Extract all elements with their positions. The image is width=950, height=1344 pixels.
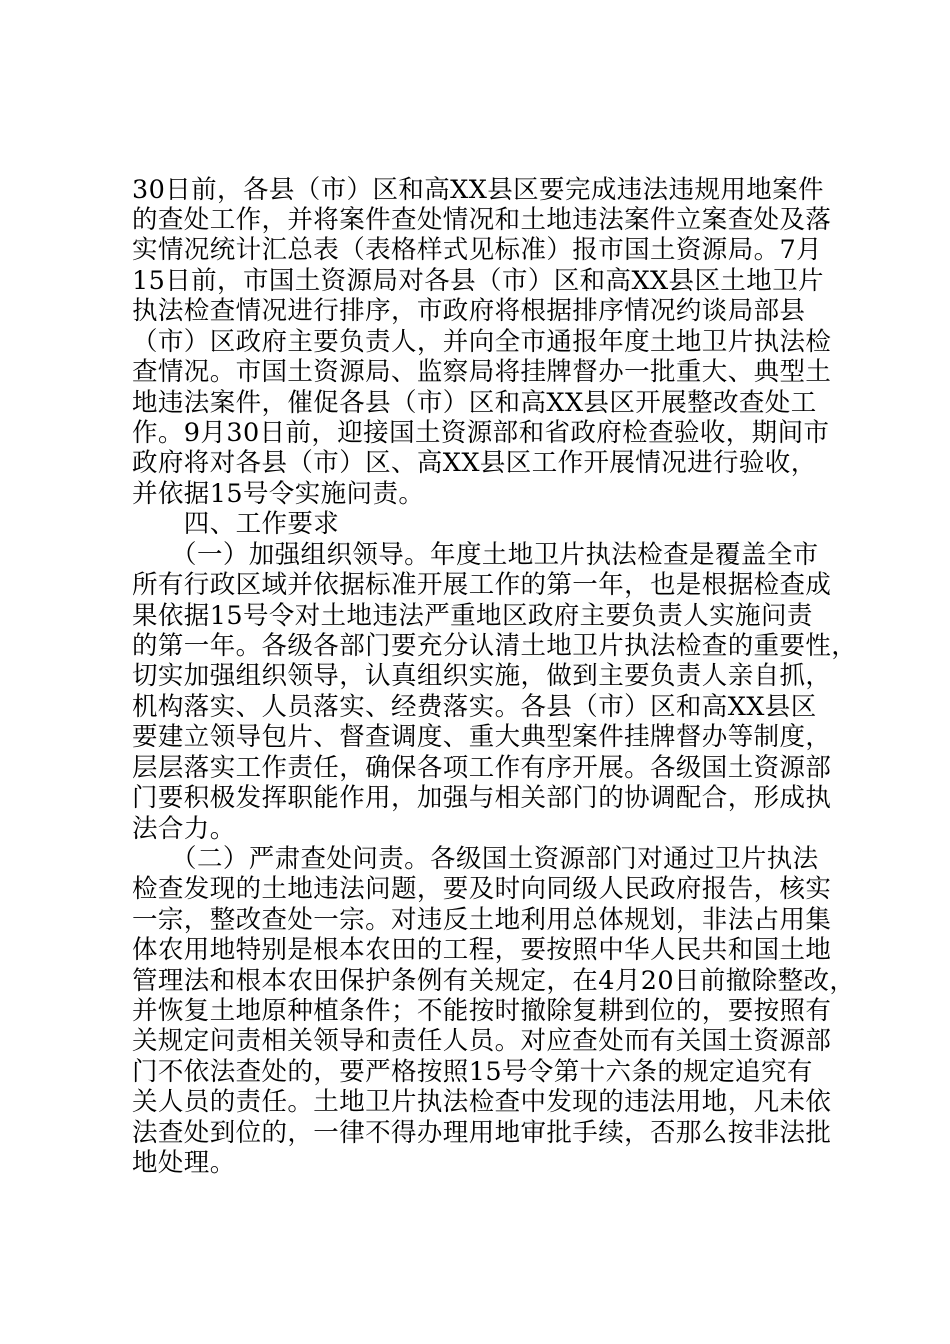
text-line: 地处理。	[132, 1148, 236, 1178]
text-line: 30日前，各县（市）区和高XX县区要完成违法违规用地案件	[132, 175, 824, 205]
text-line: （一）加强组织领导。年度土地卫片执法检查是覆盖全市	[132, 540, 819, 570]
text-line: 检查发现的土地违法问题，要及时向同级人民政府报告，核实	[132, 874, 832, 904]
text-line: 机构落实、人员落实、经费落实。各县（市）区和高XX县区	[132, 692, 817, 722]
text-line: 关人员的责任。土地卫片执法检查中发现的违法用地，凡未依	[132, 1087, 832, 1117]
text-line: （市）区政府主要负责人，并向全市通报年度土地卫片执法检	[132, 327, 832, 357]
text-line: 执法检查情况进行排序，市政府将根据排序情况约谈局部县	[132, 296, 806, 326]
text-line: 法查处到位的，一律不得办理用地审批手续，否那么按非法批	[132, 1118, 832, 1148]
text-line: 一宗，整改查处一宗。对违反土地利用总体规划，非法占用集	[132, 905, 832, 935]
text-line: 门要积极发挥职能作用，加强与相关部门的协调配合，形成执	[132, 783, 832, 813]
text-line: 果依据15号令对土地违法严重地区政府主要负责人实施问责	[132, 601, 813, 631]
text-line: 的查处工作，并将案件查处情况和土地违法案件立案查处及落	[132, 205, 832, 235]
text-line: 门不依法查处的，要严格按照15号令第十六条的规定追究有	[132, 1057, 813, 1087]
text-line: 关规定问责相关领导和责任人员。对应查处而有关国土资源部	[132, 1026, 832, 1056]
text-line: 切实加强组织领导，认真组织实施，做到主要负责人亲自抓，	[132, 661, 832, 691]
text-line: 管理法和根本农田保护条例有关规定，在4月20日前撤除整改，	[132, 966, 856, 996]
text-line: 15日前，市国土资源局对各县（市）区和高XX县区土地卫片	[132, 266, 824, 296]
text-line: （二）严肃查处问责。各级国土资源部门对通过卫片执法	[132, 844, 819, 874]
text-line: 层层落实工作责任，确保各项工作有序开展。各级国土资源部	[132, 753, 832, 783]
text-line: 要建立领导包片、督查调度、重大典型案件挂牌督办等制度，	[132, 722, 832, 752]
text-line: 所有行政区域并依据标准开展工作的第一年，也是根据检查成	[132, 570, 832, 600]
text-line: 法合力。	[132, 814, 236, 844]
section-heading: 四、工作要求	[132, 509, 340, 539]
text-line: 作。9月30日前，迎接国土资源部和省政府检查验收，期间市	[132, 418, 830, 448]
text-line: 的第一年。各级各部门要充分认清土地卫片执法检查的重要性，	[132, 631, 858, 661]
text-line: 地违法案件，催促各县（市）区和高XX县区开展整改查处工	[132, 388, 817, 418]
text-line: 政府将对各县（市）区、高XX县区工作开展情况进行验收，	[132, 448, 817, 478]
text-line: 体农用地特别是根本农田的工程，要按照中华人民共和国土地	[132, 935, 832, 965]
text-line: 并恢复土地原种植条件；不能按时撤除复耕到位的，要按照有	[132, 996, 832, 1026]
text-line: 并依据15号令实施问责。	[132, 479, 425, 509]
text-line: 查情况。市国土资源局、监察局将挂牌督办一批重大、典型土	[132, 357, 832, 387]
text-line: 实情况统计汇总表（表格样式见标准）报市国土资源局。7月	[132, 235, 823, 265]
